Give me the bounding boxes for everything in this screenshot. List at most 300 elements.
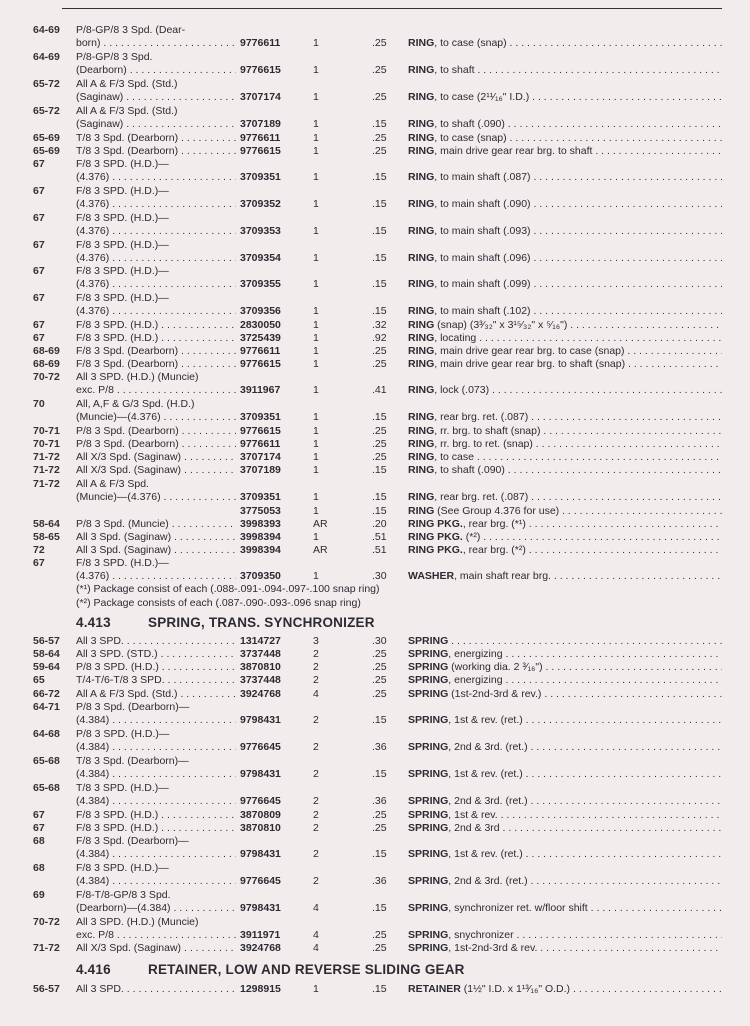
application-description: All 3 SPD. . . . xyxy=(76,635,236,648)
table-row xyxy=(0,118,750,131)
footnote: (*¹) Package consist of each (.088-.091-.094-.097-.100 snap ring) xyxy=(76,583,380,595)
year-range: 64-69 xyxy=(33,51,60,63)
section-title: SPRING, TRANS. SYNCHRONIZER xyxy=(148,615,375,630)
table-row-continued xyxy=(0,158,750,171)
part-number: 9776615 xyxy=(240,425,281,437)
part-name-bold: RING xyxy=(408,438,435,450)
part-name xyxy=(408,332,722,345)
part-detail: , to main shaft (.102) xyxy=(434,305,531,317)
application-description: (4.376) . . . xyxy=(76,171,236,184)
table-row xyxy=(0,358,750,371)
part-detail: , main shaft rear brg. xyxy=(454,570,551,582)
part-detail: , 2nd & 3rd xyxy=(448,822,500,834)
year-range: 67 xyxy=(33,292,45,304)
part-name-bold: RING xyxy=(408,319,435,331)
year-range: 65-72 xyxy=(33,78,60,90)
table-row-continued xyxy=(0,728,750,741)
table-row xyxy=(0,795,750,808)
year-range: 67 xyxy=(33,212,45,224)
quantity: 1 xyxy=(313,505,319,517)
table-row xyxy=(0,145,750,158)
part-name-bold: RING xyxy=(408,358,435,370)
price: .15 xyxy=(372,768,387,780)
part-detail: (See Group 4.376 for use) xyxy=(434,505,560,517)
table-row xyxy=(0,505,750,518)
application-description: (4.384) . . . xyxy=(76,768,236,781)
application-description: F/8 3 SPD. (H.D.)— xyxy=(76,862,169,874)
part-number: 3911967 xyxy=(240,384,281,396)
quantity: 1 xyxy=(313,37,319,49)
table-row xyxy=(0,171,750,184)
part-number: 3709351 xyxy=(240,411,281,423)
part-name xyxy=(408,171,722,184)
year-range: 67 xyxy=(33,822,45,834)
part-name xyxy=(408,345,722,358)
price: .15 xyxy=(372,464,387,476)
part-detail: , energizing xyxy=(448,648,503,660)
price: .36 xyxy=(372,795,387,807)
part-number: 3707174 xyxy=(240,451,281,463)
year-range: 71-72 xyxy=(33,942,60,954)
year-range: 71-72 xyxy=(33,451,60,463)
part-number: 3709351 xyxy=(240,171,281,183)
year-range: 71-72 xyxy=(33,464,60,476)
part-name-bold: RING xyxy=(408,64,435,76)
part-number: 9776645 xyxy=(240,875,281,887)
year-range: 70-71 xyxy=(33,425,60,437)
quantity: 1 xyxy=(313,464,319,476)
part-number: 9798431 xyxy=(240,714,281,726)
application-description: (4.376) . . . xyxy=(76,225,236,238)
table-row xyxy=(0,875,750,888)
application-description: (Dearborn)—(4.384) . . . xyxy=(76,902,236,915)
table-row xyxy=(0,983,750,996)
part-detail: , rear brg. ret. (.087) xyxy=(434,411,529,423)
application-description: All A & F/3 Spd. xyxy=(76,478,149,490)
quantity: AR xyxy=(313,544,328,556)
table-row xyxy=(0,132,750,145)
part-name-bold: SPRING xyxy=(408,661,449,673)
application-description: F/8 3 Spd. (Dearborn) . . . xyxy=(76,358,236,371)
year-range: 69 xyxy=(33,889,45,901)
part-number: 3911971 xyxy=(240,929,281,941)
application-description: F/8 3 SPD. (H.D.)— xyxy=(76,557,169,569)
application-description: F/8 3 SPD. (H.D.)— xyxy=(76,212,169,224)
application-description: P/8 3 Spd. (Dearborn) . . . xyxy=(76,425,236,438)
application-description: F/8 3 SPD. (H.D.) . . . xyxy=(76,319,236,332)
price: .25 xyxy=(372,942,387,954)
part-number: 9776645 xyxy=(240,741,281,753)
part-name-bold: SPRING xyxy=(408,809,449,821)
table-row xyxy=(0,332,750,345)
part-name-bold: SPRING xyxy=(408,795,449,807)
price: .15 xyxy=(372,848,387,860)
table-row xyxy=(0,37,750,50)
application-description: born) . . . xyxy=(76,37,236,50)
part-detail: , rear brg. (*¹) xyxy=(462,518,526,530)
part-number: 3737448 xyxy=(240,648,281,660)
table-row-continued xyxy=(0,889,750,902)
application-description: All X/3 Spd. (Saginaw) . . . xyxy=(76,942,236,955)
application-description: All 3 SPD. (STD.) . . . xyxy=(76,648,236,661)
part-number: 3709350 xyxy=(240,570,281,582)
part-name xyxy=(408,64,722,77)
part-name xyxy=(408,544,722,557)
part-name-bold: SPRING xyxy=(408,929,449,941)
part-name xyxy=(408,741,722,754)
application-description: All 3 SPD. . . . xyxy=(76,983,236,996)
part-detail: , lock (.073) xyxy=(434,384,490,396)
part-name-bold: RING xyxy=(408,384,435,396)
price: .51 xyxy=(372,531,387,543)
part-number: 3924768 xyxy=(240,688,281,700)
part-number: 3998393 xyxy=(240,518,281,530)
price: .25 xyxy=(372,451,387,463)
application-description: F/8 3 Spd. (Dearborn) . . . xyxy=(76,345,236,358)
application-description: (Dearborn) . . . xyxy=(76,64,236,77)
application-description: F/8-T/8-GP/8 3 Spd. xyxy=(76,889,171,901)
table-row xyxy=(0,661,750,674)
part-name xyxy=(408,848,722,861)
application-description: F/8 3 SPD. (H.D.) . . . xyxy=(76,809,236,822)
part-name xyxy=(408,795,722,808)
part-name xyxy=(408,225,722,238)
table-row-continued xyxy=(0,292,750,305)
price: .25 xyxy=(372,822,387,834)
price: .25 xyxy=(372,674,387,686)
price: .25 xyxy=(372,91,387,103)
part-detail: (snap) (3³⁄₃₂" x 3¹⁵⁄₃₂" x ⁵⁄₁₆") xyxy=(434,319,568,331)
part-detail: , locating xyxy=(434,332,477,344)
part-detail: (1½" I.D. x 1¹³⁄₁₆" O.D.) xyxy=(460,983,571,995)
part-number: 9776611 xyxy=(240,345,281,357)
price: .25 xyxy=(372,438,387,450)
part-name-bold: RING xyxy=(408,37,435,49)
part-detail: , rr. brg. to shaft (snap) xyxy=(434,425,541,437)
part-name-bold: SPRING xyxy=(408,648,449,660)
part-number: 9776611 xyxy=(240,37,281,49)
table-row-continued xyxy=(0,398,750,411)
price: .25 xyxy=(372,132,387,144)
quantity: AR xyxy=(313,518,328,530)
year-range: 56-57 xyxy=(33,983,60,995)
part-name xyxy=(408,570,722,583)
quantity: 2 xyxy=(313,674,319,686)
part-name-bold: RING PKG. xyxy=(408,518,463,530)
part-number: 3709356 xyxy=(240,305,281,317)
application-description: F/8 3 SPD. (H.D.) . . . xyxy=(76,822,236,835)
part-detail: (*²) xyxy=(462,531,481,543)
part-name xyxy=(408,809,722,822)
application-description: F/8 3 SPD. (H.D.)— xyxy=(76,265,169,277)
quantity: 1 xyxy=(313,278,319,290)
application-description: All X/3 Spd. (Saginaw) . . . xyxy=(76,464,236,477)
part-name xyxy=(408,425,722,438)
part-detail: , to main shaft (.096) xyxy=(434,252,531,264)
table-row xyxy=(0,278,750,291)
year-range: 67 xyxy=(33,319,45,331)
part-name-bold: SPRING xyxy=(408,688,449,700)
table-row-continued xyxy=(0,51,750,64)
year-range: 58-64 xyxy=(33,648,60,660)
quantity: 1 xyxy=(313,411,319,423)
part-name xyxy=(408,278,722,291)
application-description: (Saginaw) . . . xyxy=(76,118,236,131)
part-name-bold: SPRING xyxy=(408,875,449,887)
price: .15 xyxy=(372,983,387,995)
year-range: 65-72 xyxy=(33,105,60,117)
part-detail: , to shaft (.090) xyxy=(434,118,505,130)
footnote: (*²) Package consists of each (.087-.090-.093-.096 snap ring) xyxy=(76,597,361,609)
part-name-bold: RING xyxy=(408,225,435,237)
application-description: (4.376) . . . xyxy=(76,570,236,583)
quantity: 1 xyxy=(313,491,319,503)
part-name xyxy=(408,661,722,674)
year-range: 64-69 xyxy=(33,24,60,36)
price: .32 xyxy=(372,319,387,331)
application-description: T/8 3 SPD. (H.D.)— xyxy=(76,782,169,794)
year-range: 59-64 xyxy=(33,661,60,673)
quantity: 2 xyxy=(313,741,319,753)
price: .15 xyxy=(372,902,387,914)
application-description: P/8 3 Spd. (Dearborn) . . . xyxy=(76,438,236,451)
table-row-continued xyxy=(0,212,750,225)
application-description: T/8 3 Spd. (Dearborn)— xyxy=(76,755,189,767)
part-detail: , to case (2¹¹⁄₁₆" I.D.) xyxy=(434,91,530,103)
price: .25 xyxy=(372,688,387,700)
year-range: 65-69 xyxy=(33,145,60,157)
part-name xyxy=(408,145,722,158)
quantity: 2 xyxy=(313,795,319,807)
quantity: 2 xyxy=(313,648,319,660)
application-description: F/8 3 SPD. (H.D.)— xyxy=(76,158,169,170)
quantity: 1 xyxy=(313,531,319,543)
price: .25 xyxy=(372,661,387,673)
table-row xyxy=(0,902,750,915)
part-detail: , snychronizer xyxy=(448,929,514,941)
part-name-bold: RING xyxy=(408,278,435,290)
price: .25 xyxy=(372,345,387,357)
part-number: 3709355 xyxy=(240,278,281,290)
part-detail: (1st-2nd-3rd & rev.) xyxy=(448,688,542,700)
price: .30 xyxy=(372,570,387,582)
part-name-bold: SPRING xyxy=(408,674,449,686)
part-number: 3870809 xyxy=(240,809,281,821)
quantity: 4 xyxy=(313,929,319,941)
part-number: 9798431 xyxy=(240,848,281,860)
application-description: All 3 SPD. (H.D.) (Muncie) xyxy=(76,371,199,383)
application-description: All 3 Spd. (Saginaw) . . . xyxy=(76,531,236,544)
part-detail: , 1st-2nd-3rd & rev. xyxy=(448,942,538,954)
application-description: All A & F/3 Spd. (Std.) xyxy=(76,105,178,117)
table-row xyxy=(0,305,750,318)
application-description: (4.376) . . . xyxy=(76,305,236,318)
application-description: P/8 3 Spd. (Muncie) . . . xyxy=(76,518,236,531)
part-detail: , 2nd & 3rd. (ret.) xyxy=(448,795,528,807)
application-description: T/8 3 Spd. (Dearborn) . . . xyxy=(76,145,236,158)
part-detail: , 1st & rev. xyxy=(448,809,498,821)
application-description: F/8 3 Spd. (Dearborn)— xyxy=(76,835,189,847)
year-range: 70-72 xyxy=(33,371,60,383)
part-name xyxy=(408,358,722,371)
application-description: (4.376) . . . xyxy=(76,278,236,291)
application-description: P/8-GP/8 3 Spd. (Dear- xyxy=(76,24,186,36)
quantity: 1 xyxy=(313,171,319,183)
price: .25 xyxy=(372,358,387,370)
application-description: exc. P/8 . . . xyxy=(76,929,236,942)
price: .15 xyxy=(372,252,387,264)
table-row-continued xyxy=(0,239,750,252)
part-name-bold: SPRING xyxy=(408,902,449,914)
year-range: 68 xyxy=(33,835,45,847)
price: .20 xyxy=(372,518,387,530)
year-range: 56-57 xyxy=(33,635,60,647)
part-name xyxy=(408,635,722,648)
part-name-bold: SPRING xyxy=(408,942,449,954)
year-range: 67 xyxy=(33,158,45,170)
part-name-bold: RING xyxy=(408,425,435,437)
year-range: 68-69 xyxy=(33,345,60,357)
price: .15 xyxy=(372,118,387,130)
application-description: P/8 3 SPD. (H.D.) . . . xyxy=(76,661,236,674)
quantity: 1 xyxy=(313,438,319,450)
part-name-bold: SPRING xyxy=(408,768,449,780)
table-row xyxy=(0,822,750,835)
year-range: 58-65 xyxy=(33,531,60,543)
part-number: 3707174 xyxy=(240,91,281,103)
year-range: 65-68 xyxy=(33,755,60,767)
quantity: 1 xyxy=(313,570,319,582)
year-range: 64-68 xyxy=(33,728,60,740)
part-name-bold: SPRING xyxy=(408,714,449,726)
part-number: 9776611 xyxy=(240,132,281,144)
application-description: (4.376) . . . xyxy=(76,252,236,265)
part-name xyxy=(408,252,722,265)
part-name xyxy=(408,411,722,424)
year-range: 58-64 xyxy=(33,518,60,530)
part-name xyxy=(408,464,722,477)
price: .15 xyxy=(372,505,387,517)
year-range: 67 xyxy=(33,185,45,197)
quantity: 1 xyxy=(313,332,319,344)
application-description: (Saginaw) . . . xyxy=(76,91,236,104)
table-row-continued xyxy=(0,782,750,795)
quantity: 3 xyxy=(313,635,319,647)
part-name xyxy=(408,491,722,504)
application-description: (4.384) . . . xyxy=(76,741,236,754)
quantity: 2 xyxy=(313,809,319,821)
year-range: 67 xyxy=(33,557,45,569)
application-description: (4.384) . . . xyxy=(76,848,236,861)
quantity: 2 xyxy=(313,661,319,673)
table-row xyxy=(0,198,750,211)
quantity: 1 xyxy=(313,425,319,437)
part-name xyxy=(408,37,722,50)
quantity: 1 xyxy=(313,225,319,237)
part-detail: , to main shaft (.099) xyxy=(434,278,531,290)
part-name-bold: RING xyxy=(408,145,435,157)
part-name-bold: RING xyxy=(408,332,435,344)
price: .25 xyxy=(372,37,387,49)
part-name xyxy=(408,714,722,727)
part-name xyxy=(408,983,722,996)
part-number: 2830050 xyxy=(240,319,281,331)
part-name xyxy=(408,768,722,781)
quantity: 2 xyxy=(313,848,319,860)
part-name xyxy=(408,198,722,211)
part-number: 3924768 xyxy=(240,942,281,954)
table-row-continued xyxy=(0,557,750,570)
part-name-bold: RING xyxy=(408,132,435,144)
part-name xyxy=(408,438,722,451)
part-number: 3725439 xyxy=(240,332,281,344)
year-range: 65-68 xyxy=(33,782,60,794)
table-row-continued xyxy=(0,916,750,929)
part-number: 1314727 xyxy=(240,635,281,647)
table-row xyxy=(0,451,750,464)
application-description: All A & F/3 Spd. (Std.) xyxy=(76,78,178,90)
part-name-bold: RETAINER xyxy=(408,983,461,995)
table-row-continued xyxy=(0,371,750,384)
price: .15 xyxy=(372,491,387,503)
application-description: T/4-T/6-T/8 3 SPD. . . . xyxy=(76,674,236,687)
price: .92 xyxy=(372,332,387,344)
part-name-bold: RING xyxy=(408,118,435,130)
year-range: 64-71 xyxy=(33,701,60,713)
table-row xyxy=(0,411,750,424)
price: .25 xyxy=(372,648,387,660)
table-row xyxy=(0,252,750,265)
part-number: 9776645 xyxy=(240,795,281,807)
application-description: F/8 3 SPD. (H.D.)— xyxy=(76,185,169,197)
table-row xyxy=(0,225,750,238)
price: .36 xyxy=(372,875,387,887)
part-number: 9776615 xyxy=(240,358,281,370)
part-detail: , synchronizer ret. w/floor shift xyxy=(448,902,588,914)
price: .30 xyxy=(372,635,387,647)
application-description: All 3 SPD. (H.D.) (Muncie) xyxy=(76,916,199,928)
quantity: 4 xyxy=(313,902,319,914)
table-row xyxy=(0,688,750,701)
year-range: 67 xyxy=(33,332,45,344)
year-range: 67 xyxy=(33,809,45,821)
table-row-continued xyxy=(0,24,750,37)
part-detail: , to main shaft (.087) xyxy=(434,171,531,183)
table-row xyxy=(0,714,750,727)
table-row xyxy=(0,809,750,822)
table-row xyxy=(0,768,750,781)
part-number: 3998394 xyxy=(240,531,281,543)
part-name xyxy=(408,822,722,835)
price: .15 xyxy=(372,278,387,290)
part-name-bold: RING xyxy=(408,171,435,183)
part-detail: , to case xyxy=(434,451,474,463)
section-heading xyxy=(76,962,465,977)
year-range: 67 xyxy=(33,265,45,277)
application-description: P/8-GP/8 3 Spd. xyxy=(76,51,153,63)
part-name-bold: RING xyxy=(408,505,435,517)
section-title: RETAINER, LOW AND REVERSE SLIDING GEAR xyxy=(148,962,465,977)
part-name-bold: SPRING xyxy=(408,635,449,647)
part-name-bold: RING xyxy=(408,91,435,103)
part-detail: , 1st & rev. (ret.) xyxy=(448,848,523,860)
part-name-bold: RING xyxy=(408,411,435,423)
section-heading xyxy=(76,615,375,630)
part-number: 3998394 xyxy=(240,544,281,556)
table-row xyxy=(0,464,750,477)
part-name xyxy=(408,929,722,942)
application-description: All 3 Spd. (Saginaw) . . . xyxy=(76,544,236,557)
